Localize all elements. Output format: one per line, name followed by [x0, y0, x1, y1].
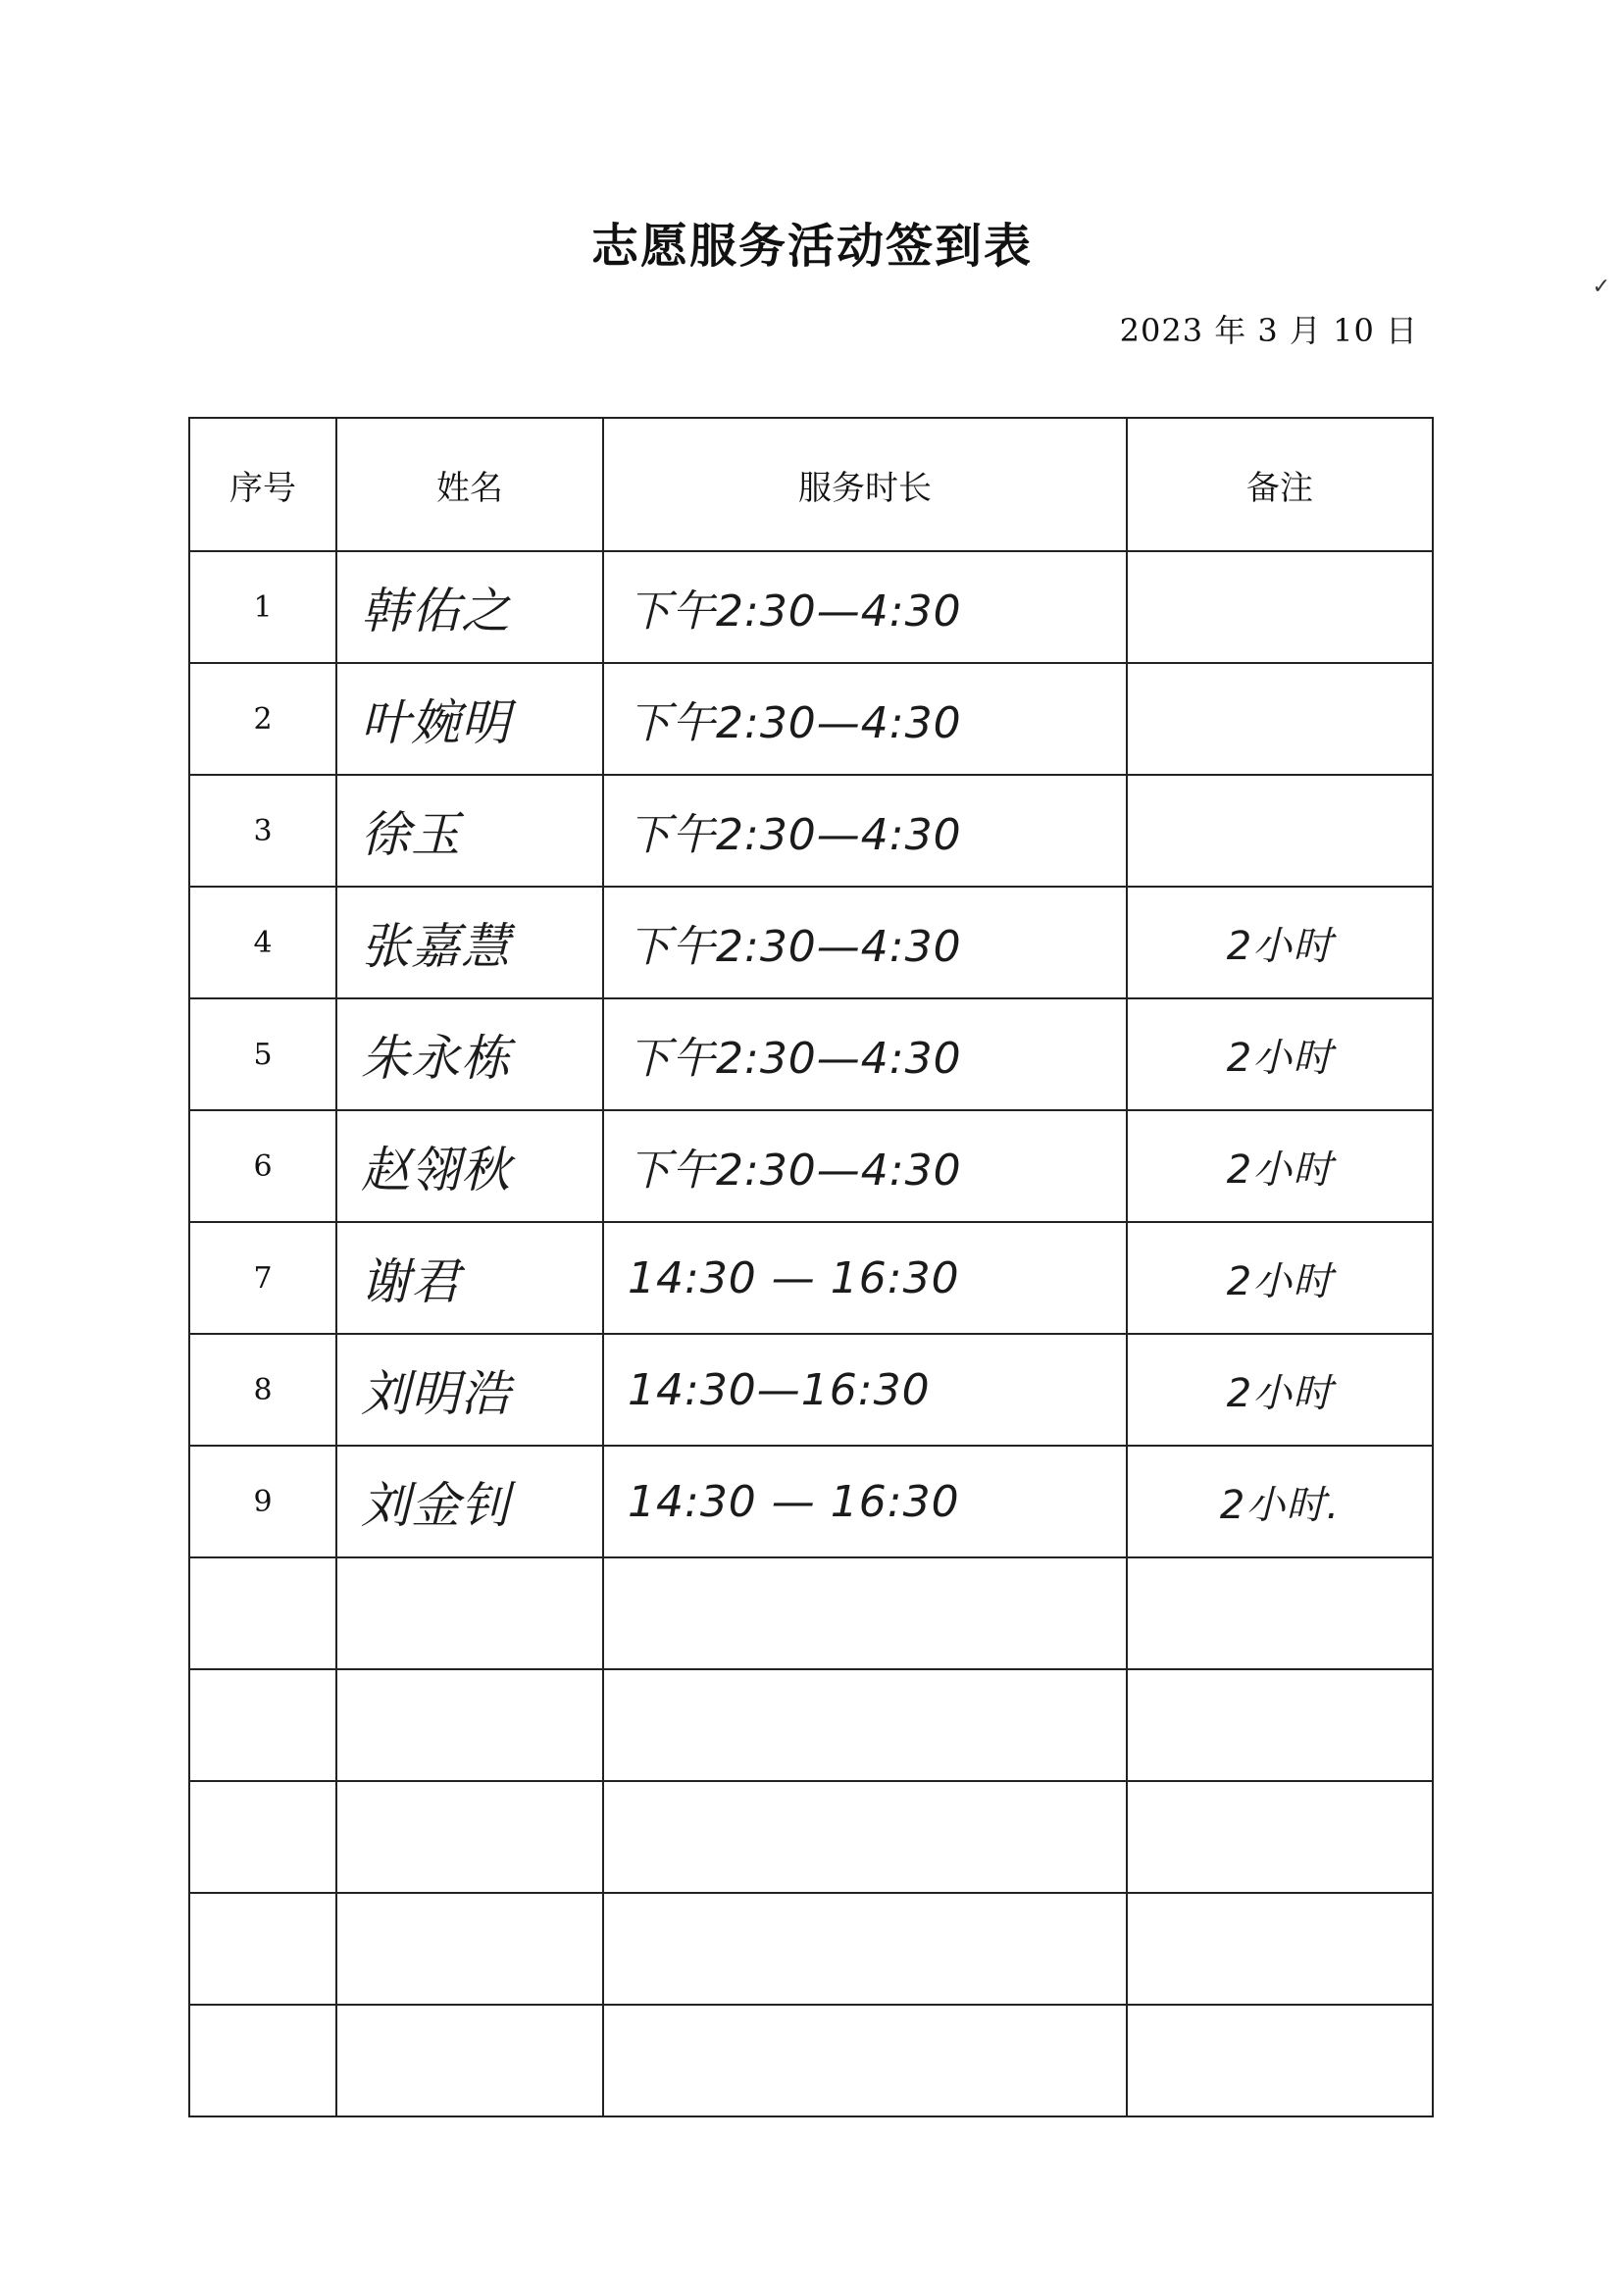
row-duration: 14:30 — 16:30 — [603, 1222, 1127, 1334]
table-row — [189, 887, 1433, 998]
row-note: 2小时 — [1127, 1110, 1433, 1222]
row-duration — [603, 1893, 1127, 2005]
row-no: 7 — [189, 1222, 336, 1334]
row-duration: 下午2:30—4:30 — [603, 663, 1127, 775]
row-no: 8 — [189, 1334, 336, 1446]
table-row — [189, 1781, 1433, 1893]
row-note — [1127, 663, 1433, 775]
row-note — [1127, 1781, 1433, 1893]
row-no: 6 — [189, 1110, 336, 1222]
header-name: 姓名 — [336, 418, 603, 551]
table-row — [189, 663, 1433, 775]
row-duration — [603, 2005, 1127, 2116]
row-note — [1127, 1669, 1433, 1781]
row-no — [189, 1669, 336, 1781]
row-name: 张嘉慧 — [336, 887, 603, 998]
header-note: 备注 — [1127, 418, 1433, 551]
row-duration: 下午2:30—4:30 — [603, 887, 1127, 998]
row-no — [189, 1893, 336, 2005]
row-duration — [603, 1781, 1127, 1893]
table-row — [189, 2005, 1433, 2116]
table-row — [189, 1222, 1433, 1334]
row-note — [1127, 551, 1433, 663]
row-duration: 下午2:30—4:30 — [603, 1110, 1127, 1222]
row-no — [189, 1557, 336, 1669]
header-no: 序号 — [189, 418, 336, 551]
document-date: 2023 年 3 月 10 日 — [1119, 312, 1418, 349]
row-note — [1127, 1557, 1433, 1669]
table-row — [189, 1669, 1433, 1781]
row-name: 刘金钊 — [336, 1446, 603, 1557]
row-no: 9 — [189, 1446, 336, 1557]
row-duration — [603, 1669, 1127, 1781]
margin-mark: ✓ — [1592, 275, 1610, 299]
row-note: 2小时 — [1127, 1334, 1433, 1446]
row-no: 3 — [189, 775, 336, 887]
table-row — [189, 775, 1433, 887]
row-note: 2小时. — [1127, 1446, 1433, 1557]
row-note — [1127, 775, 1433, 887]
table-row — [189, 1110, 1433, 1222]
row-name — [336, 1893, 603, 2005]
row-duration: 14:30—16:30 — [603, 1334, 1127, 1446]
row-no: 4 — [189, 887, 336, 998]
row-duration: 下午2:30—4:30 — [603, 775, 1127, 887]
row-no: 2 — [189, 663, 336, 775]
row-note: 2小时 — [1127, 887, 1433, 998]
row-duration: 下午2:30—4:30 — [603, 998, 1127, 1110]
row-duration — [603, 1557, 1127, 1669]
table-row — [189, 1557, 1433, 1669]
row-no: 5 — [189, 998, 336, 1110]
sign-in-table — [188, 417, 1434, 2117]
row-name: 徐玉 — [336, 775, 603, 887]
header-duration: 服务时长 — [603, 418, 1127, 551]
row-no: 1 — [189, 551, 336, 663]
table-row — [189, 1893, 1433, 2005]
row-name — [336, 1781, 603, 1893]
table-row — [189, 998, 1433, 1110]
row-note — [1127, 1893, 1433, 2005]
row-name: 叶婉明 — [336, 663, 603, 775]
row-name: 朱永栋 — [336, 998, 603, 1110]
row-note: 2小时 — [1127, 998, 1433, 1110]
row-note — [1127, 2005, 1433, 2116]
row-no — [189, 2005, 336, 2116]
row-name: 谢君 — [336, 1222, 603, 1334]
table-row — [189, 1334, 1433, 1446]
row-name: 刘明浩 — [336, 1334, 603, 1446]
document-title: 志愿服务活动签到表 — [590, 219, 1033, 274]
row-note: 2小时 — [1127, 1222, 1433, 1334]
row-name — [336, 1669, 603, 1781]
table-header-row — [189, 418, 1433, 551]
row-duration: 14:30 — 16:30 — [603, 1446, 1127, 1557]
table-row — [189, 1446, 1433, 1557]
row-no — [189, 1781, 336, 1893]
row-name — [336, 2005, 603, 2116]
row-duration: 下午2:30—4:30 — [603, 551, 1127, 663]
row-name: 赵翎秋 — [336, 1110, 603, 1222]
row-name: 韩佑之 — [336, 551, 603, 663]
table-row — [189, 551, 1433, 663]
row-name — [336, 1557, 603, 1669]
